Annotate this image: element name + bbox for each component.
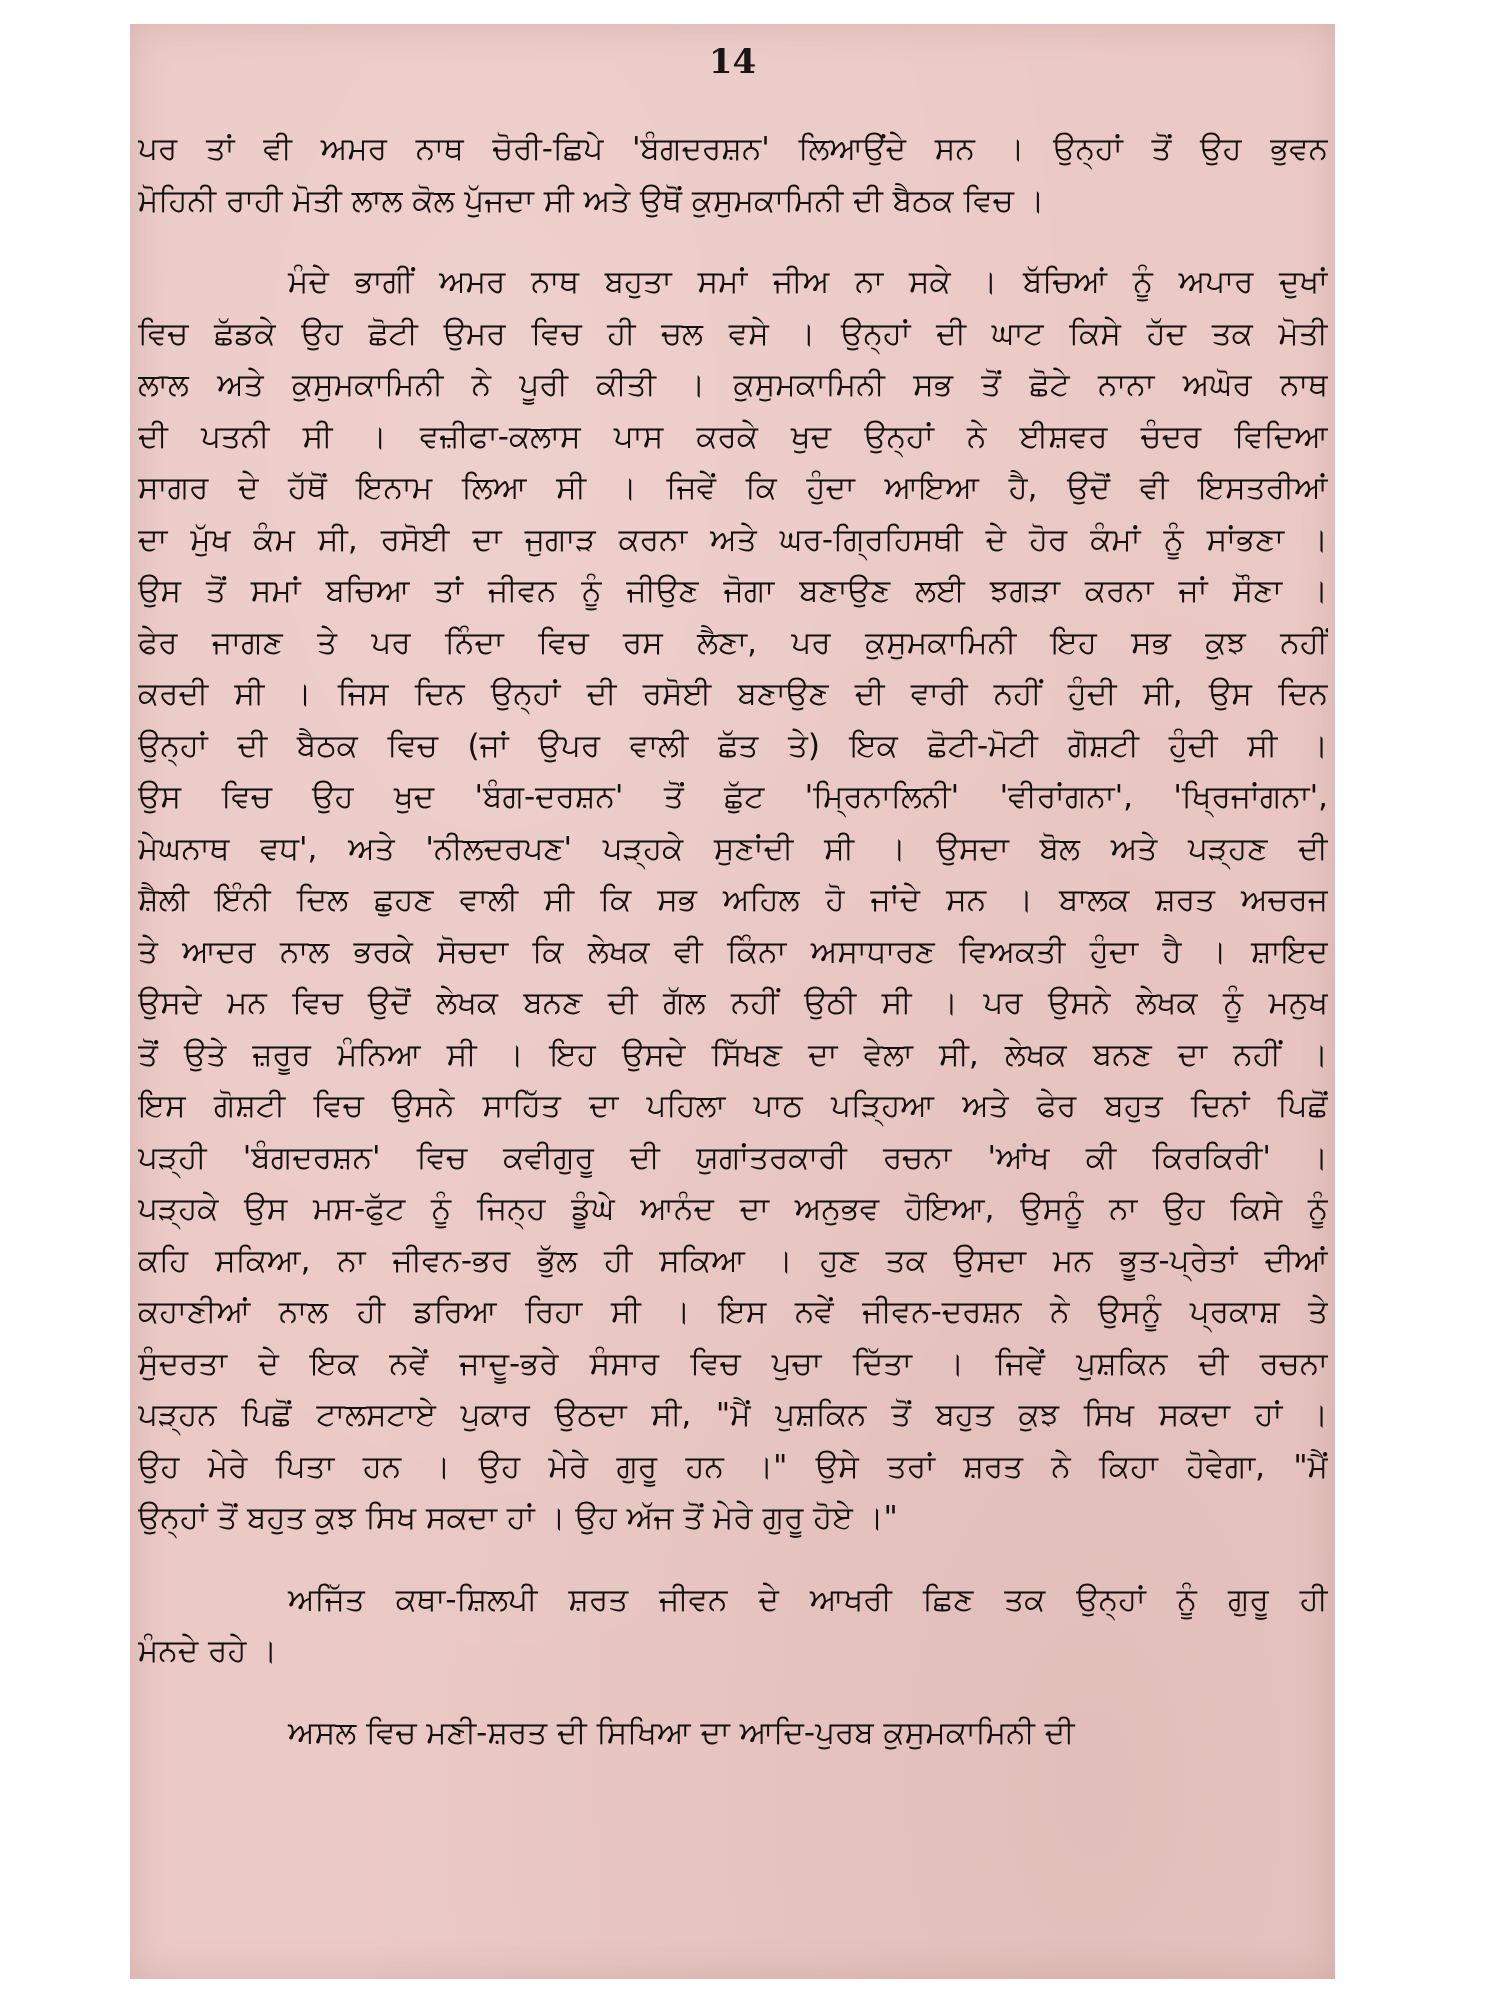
paragraph	[138, 1708, 1328, 1760]
text-line: ਅਸਲ ਵਿਚ ਮਣੀ-ਸ਼ਰਤ ਦੀ ਸਿਖਿਆ ਦਾ ਆਦਿ-ਪੁਰਬ ਕੁਸੁਮਕਾਮਿਨੀ ਦੀ	[288, 1714, 1075, 1751]
text-line: ਮੰਨਦੇ ਰਹੇ ।	[138, 1633, 278, 1669]
text-line: ਮੇਘਨਾਥ ਵਧ', ਅਤੇ 'ਨੀਲਦਰਪਣ' ਪੜ੍ਹਕੇ ਸੁਣਾਂਦੀ ਸੀ । ਉਸਦਾ ਬੋਲ ਅਤੇ ਪੜ੍ਹਣ ਦੀ	[138, 830, 1328, 867]
text-line: ਮੰਦੇ ਭਾਗੀਂ ਅਮਰ ਨਾਥ ਬਹੁਤਾ ਸਮਾਂ ਜੀਅ ਨਾ ਸਕੇ । ਬੱਚਿਆਂ ਨੂੰ ਅਪਾਰ ਦੁਖਾਂ	[288, 264, 1328, 300]
paragraph	[138, 257, 1328, 1545]
paragraph-gap	[138, 227, 1328, 257]
text-line: ਕਰਦੀ ਸੀ । ਜਿਸ ਦਿਨ ਉਨ੍ਹਾਂ ਦੀ ਰਸੋਈ ਬਣਾਉਣ ਦੀ ਵਾਰੀ ਨਹੀਂ ਹੁੰਦੀ ਸੀ, ਉਸ ਦਿਨ	[138, 676, 1328, 712]
text-line: ਪੜ੍ਹਨ ਪਿਛੋਂ ਟਾਲਸਟਾਏ ਪੁਕਾਰ ਉਠਦਾ ਸੀ, "ਮੈਂ ਪੁਸ਼ਕਿਨ ਤੋਂ ਬਹੁਤ ਕੁਝ ਸਿਖ ਸਕਦਾ ਹਾਂ ।	[138, 1397, 1328, 1433]
text-line: ਪੜ੍ਹੀ 'ਬੰਗਦਰਸ਼ਨ' ਵਿਚ ਕਵੀਗੁਰੂ ਦੀ ਯੁਗਾਂਤਰਕਾਰੀ ਰਚਨਾ 'ਆਂਖ ਕੀ ਕਿਰਕਿਰੀ' ।	[138, 1139, 1328, 1176]
text-line: ਪਰ ਤਾਂ ਵੀ ਅਮਰ ਨਾਥ ਚੋਰੀ-ਛਿਪੇ 'ਬੰਗਦਰਸ਼ਨ' ਲਿਆਉਂਦੇ ਸਨ । ਉਨ੍ਹਾਂ ਤੋਂ ਉਹ ਭੁਵਨ	[138, 131, 1328, 167]
text-line: ਵਿਚ ਛੱਡਕੇ ਉਹ ਛੋਟੀ ਉਮਰ ਵਿਚ ਹੀ ਚਲ ਵਸੇ । ਉਨ੍ਹਾਂ ਦੀ ਘਾਟ ਕਿਸੇ ਹੱਦ ਤਕ ਮੋਤੀ	[138, 315, 1328, 352]
text-line: ਕਹਿ ਸਕਿਆ, ਨਾ ਜੀਵਨ-ਭਰ ਭੁੱਲ ਹੀ ਸਕਿਆ । ਹੁਣ ਤਕ ਉਸਦਾ ਮਨ ਭੂਤ-ਪ੍ਰੇਤਾਂ ਦੀਆਂ	[138, 1242, 1328, 1279]
paragraph-gap	[138, 1545, 1328, 1575]
text-line: ਉਨ੍ਹਾਂ ਤੋਂ ਬਹੁਤ ਕੁਝ ਸਿਖ ਸਕਦਾ ਹਾਂ । ਉਹ ਅੱਜ ਤੋਂ ਮੇਰੇ ਗੁਰੂ ਹੋਏ ।"	[138, 1500, 898, 1536]
text-line: ਲਾਲ ਅਤੇ ਕੁਸੁਮਕਾਮਿਨੀ ਨੇ ਪੂਰੀ ਕੀਤੀ । ਕੁਸੁਮਕਾਮਿਨੀ ਸਭ ਤੋਂ ਛੋਟੇ ਨਾਨਾ ਅਘੋਰ ਨਾਥ	[138, 367, 1328, 403]
paragraph	[138, 124, 1328, 227]
text-line: ਪੜ੍ਹਕੇ ਉਸ ਮਸ-ਫੁੱਟ ਨੂੰ ਜਿਨ੍ਹ ਡੂੰਘੇ ਆਨੰਦ ਦਾ ਅਨੁਭਵ ਹੋਇਆ, ਉਸਨੂੰ ਨਾ ਉਹ ਕਿਸੇ ਨੂੰ	[138, 1191, 1328, 1227]
text-line: ਅਜਿੱਤ ਕਥਾ-ਸ਼ਿਲਪੀ ਸ਼ਰਤ ਜੀਵਨ ਦੇ ਆਖਰੀ ਛਿਣ ਤਕ ਉਨ੍ਹਾਂ ਨੂੰ ਗੁਰੂ ਹੀ	[288, 1581, 1328, 1618]
text-line: ਉਸ ਤੋਂ ਸਮਾਂ ਬਚਿਆ ਤਾਂ ਜੀਵਨ ਨੂੰ ਜੀਉਣ ਜੋਗਾ ਬਣਾਉਣ ਲਈ ਝਗੜਾ ਕਰਨਾ ਜਾਂ ਸੌਣਾ ।	[138, 573, 1328, 609]
text-line: ਇਸ ਗੋਸ਼ਟੀ ਵਿਚ ਉਸਨੇ ਸਾਹਿੱਤ ਦਾ ਪਹਿਲਾ ਪਾਠ ਪੜ੍ਹਿਆ ਅਤੇ ਫੇਰ ਬਹੁਤ ਦਿਨਾਂ ਪਿਛੋਂ	[138, 1088, 1328, 1124]
text-line: ਦੀ ਪਤਨੀ ਸੀ । ਵਜ਼ੀਫਾ-ਕਲਾਸ ਪਾਸ ਕਰਕੇ ਖੁਦ ਉਨ੍ਹਾਂ ਨੇ ਈਸ਼ਵਰ ਚੰਦਰ ਵਿਦਿਆ	[138, 418, 1328, 455]
text-line: ਉਹ ਮੇਰੇ ਪਿਤਾ ਹਨ । ਉਹ ਮੇਰੇ ਗੁਰੂ ਹਨ ।" ਉਸੇ ਤਰਾਂ ਸ਼ਰਤ ਨੇ ਕਿਹਾ ਹੋਵੇਗਾ, "ਮੈਂ	[138, 1448, 1328, 1485]
text-line: ਮੋਹਿਨੀ ਰਾਹੀ ਮੋਤੀ ਲਾਲ ਕੋਲ ਪੁੱਜਦਾ ਸੀ ਅਤੇ ਉਥੋਂ ਕੁਸੁਮਕਾਮਿਨੀ ਦੀ ਬੈਠਕ ਵਿਚ ।	[138, 182, 1045, 219]
paragraph-gap	[138, 1678, 1328, 1708]
text-line: ਸ਼ੈਲੀ ਇੰਨੀ ਦਿਲ ਛੁਹਣ ਵਾਲੀ ਸੀ ਕਿ ਸਭ ਅਹਿਲ ਹੋ ਜਾਂਦੇ ਸਨ । ਬਾਲਕ ਸ਼ਰਤ ਅਚਰਜ	[138, 882, 1328, 918]
text-line: ਫੇਰ ਜਾਗਣ ਤੇ ਪਰ ਨਿੰਦਾ ਵਿਚ ਰਸ ਲੈਣਾ, ਪਰ ਕੁਸੁਮਕਾਮਿਨੀ ਇਹ ਸਭ ਕੁਝ ਨਹੀਂ	[138, 624, 1328, 661]
text-line: ਦਾ ਮੁੱਖ ਕੰਮ ਸੀ, ਰਸੋਈ ਦਾ ਜੁਗਾੜ ਕਰਨਾ ਅਤੇ ਘਰ-ਗ੍ਰਿਹਿਸਥੀ ਦੇ ਹੋਰ ਕੰਮਾਂ ਨੂੰ ਸਾਂਭਣਾ ।	[138, 521, 1328, 558]
text-line: ਤੋਂ ਉਤੇ ਜ਼ਰੂਰ ਮੰਨਿਆ ਸੀ । ਇਹ ਉਸਦੇ ਸਿੱਖਣ ਦਾ ਵੇਲਾ ਸੀ, ਲੇਖਕ ਬਨਣ ਦਾ ਨਹੀਂ ।	[138, 1036, 1328, 1073]
paragraph	[138, 1575, 1328, 1678]
text-line: ਉਨ੍ਹਾਂ ਦੀ ਬੈਠਕ ਵਿਚ (ਜਾਂ ਉਪਰ ਵਾਲੀ ਛੱਤ ਤੇ) ਇਕ ਛੋਟੀ-ਮੋਟੀ ਗੋਸ਼ਟੀ ਹੁੰਦੀ ਸੀ ।	[138, 727, 1328, 764]
page-body-text	[138, 124, 1328, 1759]
text-line: ਸੁੰਦਰਤਾ ਦੇ ਇਕ ਨਵੇਂ ਜਾਦੂ-ਭਰੇ ਸੰਸਾਰ ਵਿਚ ਪੁਚਾ ਦਿੱਤਾ । ਜਿਵੇਂ ਪੁਸ਼ਕਿਨ ਦੀ ਰਚਨਾ	[138, 1345, 1328, 1382]
text-line: ਸਾਗਰ ਦੇ ਹੱਥੋਂ ਇਨਾਮ ਲਿਆ ਸੀ । ਜਿਵੇਂ ਕਿ ਹੁੰਦਾ ਆਇਆ ਹੈ, ਉਦੋਂ ਵੀ ਇਸਤਰੀਆਂ	[138, 470, 1328, 506]
page-number: 14	[708, 42, 757, 82]
text-line: ਕਹਾਣੀਆਂ ਨਾਲ ਹੀ ਡਰਿਆ ਰਿਹਾ ਸੀ । ਇਸ ਨਵੇਂ ਜੀਵਨ-ਦਰਸ਼ਨ ਨੇ ਉਸਨੂੰ ਪ੍ਰਕਾਸ਼ ਤੇ	[138, 1294, 1328, 1330]
book-page	[130, 24, 1335, 1979]
text-line: ਤੇ ਆਦਰ ਨਾਲ ਭਰਕੇ ਸੋਚਦਾ ਕਿ ਲੇਖਕ ਵੀ ਕਿੰਨਾ ਅਸਾਧਾਰਣ ਵਿਅਕਤੀ ਹੁੰਦਾ ਹੈ । ਸ਼ਾਇਦ	[138, 933, 1328, 970]
text-line: ਉਸਦੇ ਮਨ ਵਿਚ ਉਦੋਂ ਲੇਖਕ ਬਨਣ ਦੀ ਗੱਲ ਨਹੀਂ ਉਠੀ ਸੀ । ਪਰ ਉਸਨੇ ਲੇਖਕ ਨੂੰ ਮਨੁਖ	[138, 985, 1328, 1021]
text-line: ਉਸ ਵਿਚ ਉਹ ਖੁਦ 'ਬੰਗ-ਦਰਸ਼ਨ' ਤੋਂ ਛੁੱਟ 'ਮ੍ਰਿਨਾਲਿਨੀ' 'ਵੀਰਾਂਗਨਾ', 'ਖ੍ਰਿਜਾਂਗਨਾ',	[138, 779, 1328, 815]
